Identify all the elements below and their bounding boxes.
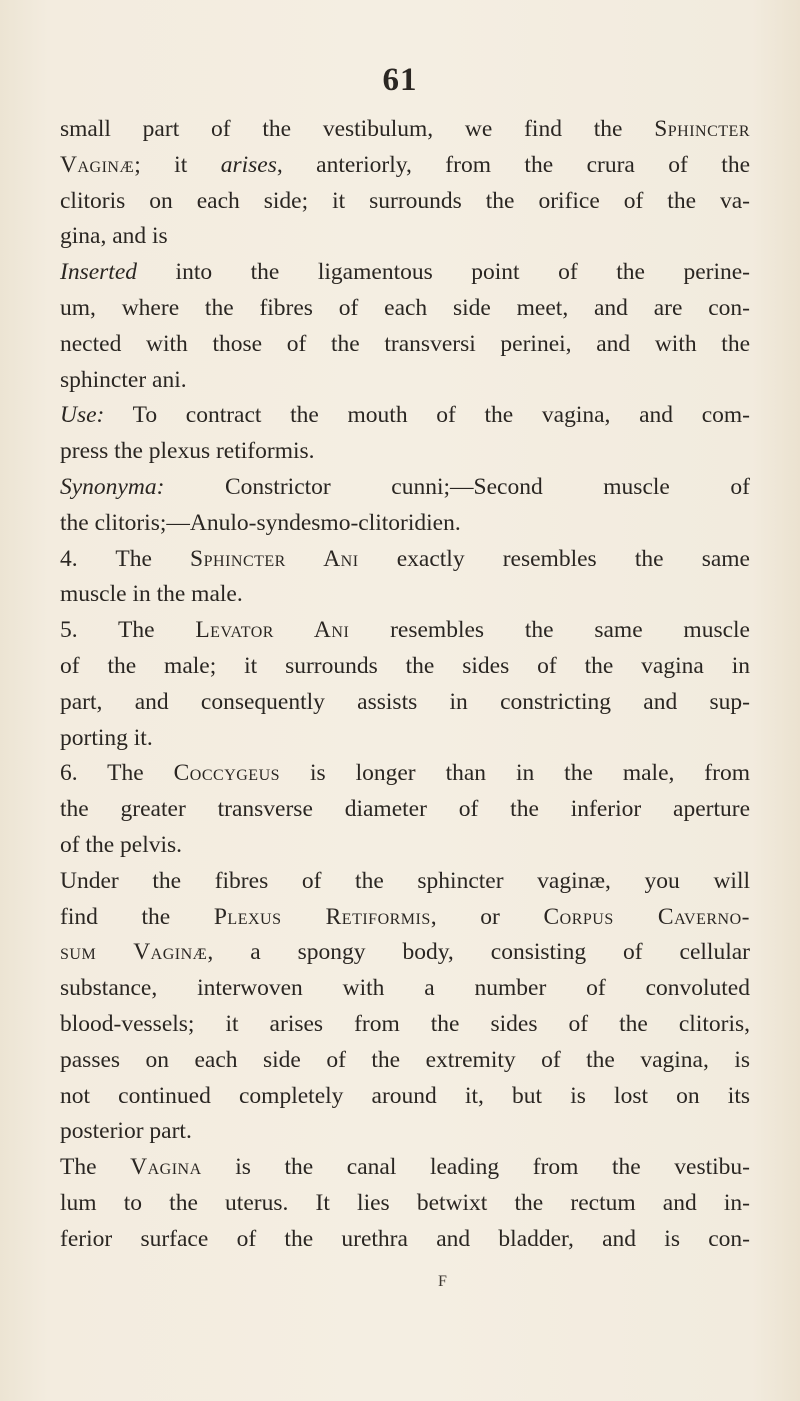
text-run: sphincter ani.: [60, 366, 187, 393]
text-line: [60, 1222, 750, 1258]
text-line: [60, 1150, 750, 1186]
text-line: [60, 398, 750, 434]
text-run: blood-vessels; it arises from the sides of the clitoris,: [60, 1010, 750, 1037]
text-run: gina, and is: [60, 223, 168, 250]
text-line: [60, 363, 750, 399]
page-number: 61: [382, 62, 418, 98]
italic-term: Use:: [60, 402, 105, 429]
text-line: [60, 1043, 750, 1079]
italic-term: arises: [220, 151, 277, 178]
text-run: resembles the same muscle: [349, 617, 750, 644]
text-line: [60, 434, 750, 470]
text-line: [60, 828, 750, 864]
text-line: [60, 756, 750, 792]
text-run: 4. The: [60, 545, 191, 572]
text-run: porting it.: [60, 724, 153, 751]
text-line: [60, 291, 750, 327]
text-run: of the male; it surrounds the sides of the vagina in: [60, 652, 750, 679]
text-line: [60, 721, 750, 757]
text-line: [60, 112, 750, 148]
text-run: not continued completely around it, but is lost on its: [60, 1082, 750, 1109]
text-run: um, where the fibres of each side meet, and are con-: [60, 294, 750, 321]
text-run: The: [60, 1154, 131, 1181]
small-caps-term: Coccygeus: [173, 760, 281, 787]
text-line: [60, 935, 750, 971]
text-run: , or: [430, 903, 544, 930]
small-caps-term: Corpus Caverno-: [543, 903, 750, 930]
text-run: , anteriorly, from the crura of the: [276, 151, 751, 178]
text-run: the greater transverse diameter of the inferior aperture: [60, 796, 750, 823]
text-run: find the: [60, 903, 214, 930]
text-line: [60, 255, 750, 291]
signature-mark: F: [438, 1273, 447, 1290]
text-run: is longer than in the male, from: [280, 760, 750, 787]
text-line: [60, 900, 750, 936]
italic-term: Inserted: [60, 259, 138, 286]
text-run: nected with those of the transversi perinei, and with the: [60, 330, 750, 357]
text-line: [60, 1114, 750, 1150]
text-line: [60, 864, 750, 900]
small-caps-term: Vagina: [130, 1154, 202, 1181]
text-run: small part of the vestibulum, we find the: [60, 116, 655, 142]
small-caps-term: Plexus Retiformis: [213, 903, 431, 930]
text-run: ; it: [134, 151, 221, 178]
small-caps-term: Levator Ani: [195, 617, 350, 644]
text-run: into the ligamentous point of the perine-: [137, 259, 750, 286]
text-run: posterior part.: [60, 1118, 192, 1145]
italic-term: Synonyma:: [60, 473, 165, 500]
small-caps-term: Sphincter Ani: [190, 545, 359, 572]
small-caps-term: Vaginæ: [60, 151, 135, 178]
text-line: [60, 470, 750, 506]
small-caps-term: Sphincter: [654, 116, 750, 142]
text-line: [60, 971, 750, 1007]
text-run: Under the fibres of the sphincter vaginæ, you will: [60, 867, 750, 894]
text-line: [60, 613, 750, 649]
text-run: passes on each side of the extremity of the vagina, is: [60, 1046, 750, 1073]
text-run: lum to the uterus. It lies betwixt the rectum and in-: [60, 1189, 750, 1216]
text-run: ferior surface of the urethra and bladder, and is con-: [60, 1225, 750, 1252]
text-line: [60, 577, 750, 613]
text-line: [60, 1186, 750, 1222]
text-line: [60, 327, 750, 363]
text-run: part, and consequently assists in constricting and sup-: [60, 688, 750, 715]
text-run: muscle in the male.: [60, 581, 243, 608]
text-line: [60, 649, 750, 685]
text-line: [60, 1079, 750, 1115]
text-run: is the canal leading from the vestibu-: [201, 1154, 750, 1181]
text-run: Constrictor cunni;—Second muscle of: [164, 473, 750, 500]
text-run: , a spongy body, consisting of cellular: [207, 939, 750, 966]
text-run: clitoris on each side; it surrounds the orifice of the va-: [60, 187, 750, 214]
text-line: [60, 506, 750, 542]
text-run: To contract the mouth of the vagina, and com-: [104, 402, 750, 429]
text-run: exactly resembles the same: [358, 545, 750, 572]
text-run: of the pelvis.: [60, 831, 183, 858]
text-run: 6. The: [60, 760, 174, 787]
text-line: [60, 542, 750, 578]
text-line: [60, 1007, 750, 1043]
text-line: [60, 184, 750, 220]
text-line: [60, 685, 750, 721]
text-line: [60, 792, 750, 828]
text-run: press the plexus retiformis.: [60, 438, 315, 465]
text-line: [60, 219, 750, 255]
text-run: the clitoris;—Anulo-syndesmo-clitoridien.: [60, 509, 461, 536]
text-run: 5. The: [60, 617, 196, 644]
body-text: [60, 112, 750, 1258]
text-run: substance, interwoven with a number of convoluted: [60, 975, 750, 1002]
text-line: [60, 148, 750, 184]
small-caps-term: sum Vaginæ: [60, 939, 208, 966]
